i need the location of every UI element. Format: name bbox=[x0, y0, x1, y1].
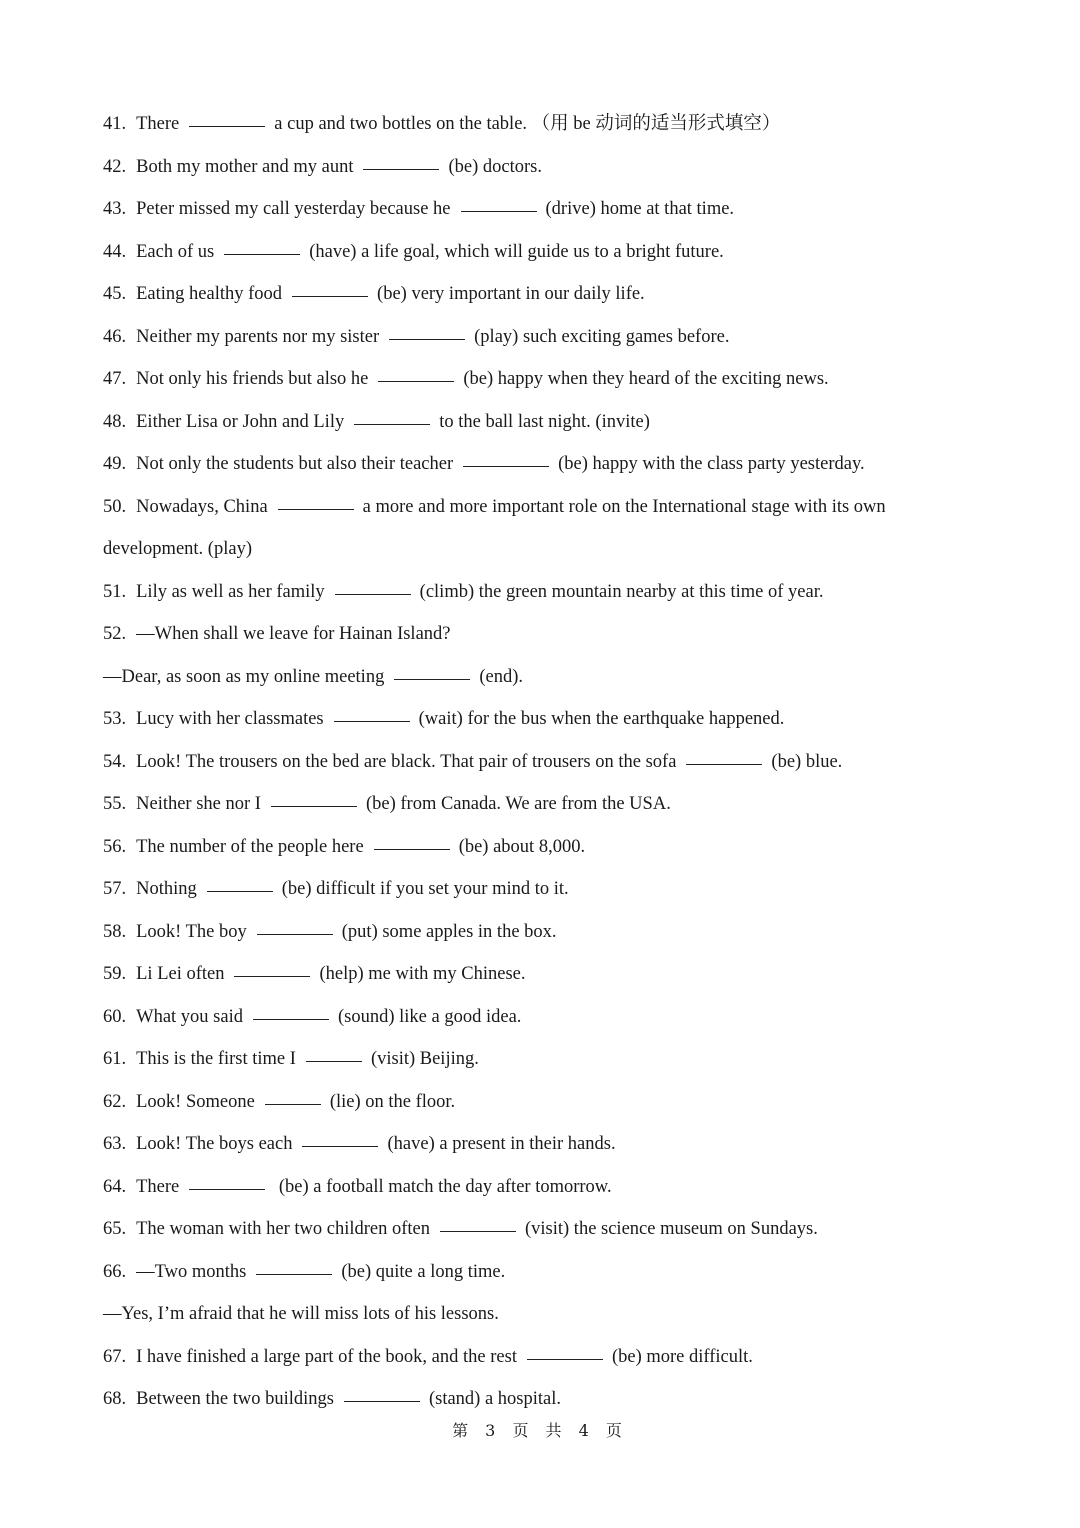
question-number: 50. bbox=[103, 496, 127, 517]
exercise-line bbox=[103, 826, 923, 869]
exercise-line bbox=[103, 868, 923, 911]
question-number: 66. bbox=[103, 1261, 127, 1282]
question-text-after: (visit) Beijing. bbox=[370, 1049, 479, 1069]
answer-blank[interactable] bbox=[189, 110, 265, 127]
question-text: Neither my parents nor my sister bbox=[136, 326, 380, 347]
answer-blank[interactable] bbox=[527, 1343, 603, 1360]
question-text: Look! The boys each bbox=[136, 1134, 293, 1154]
answer-blank[interactable] bbox=[686, 748, 762, 765]
answer-blank[interactable] bbox=[234, 960, 310, 977]
question-number: 68. bbox=[103, 1389, 127, 1409]
question-text: What you said bbox=[136, 1006, 243, 1027]
question-number: 55. bbox=[103, 794, 127, 814]
exercise-list bbox=[103, 103, 923, 1421]
exercise-line bbox=[103, 1336, 923, 1379]
exercise-line bbox=[103, 146, 923, 189]
exercise-line bbox=[103, 443, 923, 486]
question-number: 43. bbox=[103, 199, 127, 219]
question-text: I have finished a large part of the book, and the rest bbox=[136, 1346, 517, 1367]
question-number: 51. bbox=[103, 581, 127, 602]
question-text: Between the two buildings bbox=[136, 1389, 334, 1409]
question-text: development. (play) bbox=[103, 539, 252, 559]
question-text: Nothing bbox=[136, 879, 197, 899]
question-text-after: (be) very important in our daily life. bbox=[377, 284, 645, 304]
question-number: 67. bbox=[103, 1346, 127, 1367]
exercise-line bbox=[103, 953, 923, 996]
exercise-line bbox=[103, 1123, 923, 1166]
question-text-after: (be) difficult if you set your mind to it. bbox=[281, 879, 569, 899]
question-number: 58. bbox=[103, 921, 127, 942]
answer-blank[interactable] bbox=[302, 1130, 378, 1147]
question-number: 42. bbox=[103, 156, 127, 177]
question-text: This is the first time I bbox=[136, 1049, 296, 1069]
answer-blank[interactable] bbox=[378, 365, 454, 382]
answer-blank[interactable] bbox=[265, 1088, 321, 1105]
question-number: 61. bbox=[103, 1049, 127, 1069]
question-text-after: (be) quite a long time. bbox=[341, 1261, 506, 1282]
answer-blank[interactable] bbox=[306, 1045, 362, 1062]
question-text-after: (have) a life goal, which will guide us to a bright future. bbox=[309, 241, 724, 262]
question-text: Look! The boy bbox=[136, 921, 247, 942]
exercise-line bbox=[103, 1378, 923, 1421]
answer-blank[interactable] bbox=[463, 450, 549, 467]
answer-blank[interactable] bbox=[354, 408, 430, 425]
answer-blank[interactable] bbox=[189, 1173, 265, 1190]
question-text-after: (lie) on the floor. bbox=[329, 1091, 456, 1112]
exercise-line bbox=[103, 1166, 923, 1209]
answer-blank[interactable] bbox=[440, 1215, 516, 1232]
question-number: 56. bbox=[103, 836, 127, 857]
question-number: 64. bbox=[103, 1176, 127, 1197]
question-text-after: (drive) home at that time. bbox=[545, 199, 735, 219]
question-number: 63. bbox=[103, 1134, 127, 1154]
question-text: The number of the people here bbox=[136, 836, 364, 857]
question-text: Either Lisa or John and Lily bbox=[136, 411, 345, 432]
question-text: —Two months bbox=[136, 1261, 247, 1282]
question-text-after: (help) me with my Chinese. bbox=[319, 964, 526, 984]
question-number: 41. bbox=[103, 114, 127, 134]
question-text: The woman with her two children often bbox=[136, 1219, 430, 1239]
question-text-after: (have) a present in their hands. bbox=[387, 1134, 616, 1154]
question-text-after: (visit) the science museum on Sundays. bbox=[524, 1219, 818, 1239]
question-text: —Yes, I’m afraid that he will miss lots of his lessons. bbox=[103, 1304, 499, 1324]
answer-blank[interactable] bbox=[344, 1385, 420, 1402]
question-number: 46. bbox=[103, 326, 127, 347]
question-text-after: (be) doctors. bbox=[448, 156, 542, 177]
exercise-line bbox=[103, 571, 923, 614]
exercise-line bbox=[103, 613, 923, 656]
exercise-line bbox=[103, 188, 923, 231]
question-text-after: (put) some apples in the box. bbox=[341, 921, 557, 942]
question-text: Lucy with her classmates bbox=[136, 709, 324, 729]
exercise-line bbox=[103, 316, 923, 359]
answer-blank[interactable] bbox=[335, 578, 411, 595]
exercise-line bbox=[103, 103, 923, 146]
exercise-line bbox=[103, 486, 923, 529]
question-text: Eating healthy food bbox=[136, 284, 283, 304]
question-number: 44. bbox=[103, 241, 127, 262]
answer-blank[interactable] bbox=[257, 918, 333, 935]
page-footer: 第 3 页 共 4 页 bbox=[452, 1421, 628, 1440]
exercise-line bbox=[103, 656, 923, 699]
question-text-after: to the ball last night. (invite) bbox=[439, 411, 650, 432]
question-text-after: (wait) for the bus when the earthquake happened. bbox=[418, 709, 785, 729]
question-number: 49. bbox=[103, 454, 127, 474]
exercise-line bbox=[103, 231, 923, 274]
exercise-line bbox=[103, 528, 923, 571]
question-number: 52. bbox=[103, 624, 127, 644]
exercise-line bbox=[103, 358, 923, 401]
answer-blank[interactable] bbox=[271, 790, 357, 807]
answer-blank[interactable] bbox=[253, 1003, 329, 1020]
question-number: 65. bbox=[103, 1219, 127, 1239]
answer-blank[interactable] bbox=[256, 1258, 332, 1275]
answer-blank[interactable] bbox=[224, 238, 300, 255]
exercise-line bbox=[103, 996, 923, 1039]
question-text-after: (end). bbox=[479, 666, 523, 687]
answer-blank[interactable] bbox=[292, 280, 368, 297]
question-text: —Dear, as soon as my online meeting bbox=[103, 666, 385, 687]
exercise-line bbox=[103, 273, 923, 316]
answer-blank[interactable] bbox=[461, 195, 537, 212]
question-text-after: (climb) the green mountain nearby at this time of year. bbox=[419, 581, 824, 602]
question-text: Peter missed my call yesterday because he bbox=[136, 199, 451, 219]
exercise-line bbox=[103, 1081, 923, 1124]
question-text-after: (be) about 8,000. bbox=[458, 836, 586, 857]
question-text-after: a cup and two bottles on the table. （用 be 动词的适当形式填空） bbox=[274, 114, 781, 134]
question-number: 60. bbox=[103, 1006, 127, 1027]
answer-blank[interactable] bbox=[363, 153, 439, 170]
answer-blank[interactable] bbox=[374, 833, 450, 850]
question-text-after: (stand) a hospital. bbox=[428, 1389, 561, 1409]
answer-blank[interactable] bbox=[278, 493, 354, 510]
question-text: There bbox=[136, 114, 180, 134]
answer-blank[interactable] bbox=[394, 663, 470, 680]
question-text: Not only his friends but also he bbox=[136, 369, 369, 389]
answer-blank[interactable] bbox=[334, 705, 410, 722]
question-number: 48. bbox=[103, 411, 127, 432]
answer-blank[interactable] bbox=[389, 323, 465, 340]
exercise-line bbox=[103, 1208, 923, 1251]
question-text-after: (be) a football match the day after tomorrow. bbox=[274, 1176, 612, 1197]
question-text: Both my mother and my aunt bbox=[136, 156, 354, 177]
question-text: There bbox=[136, 1176, 180, 1197]
question-text: Nowadays, China bbox=[136, 496, 268, 517]
question-number: 57. bbox=[103, 879, 127, 899]
exercise-line bbox=[103, 1251, 923, 1294]
question-text: Lily as well as her family bbox=[136, 581, 325, 602]
question-text-after: a more and more important role on the International stage with its own bbox=[362, 496, 886, 517]
exercise-line bbox=[103, 698, 923, 741]
question-text: —When shall we leave for Hainan Island? bbox=[136, 624, 451, 644]
question-number: 54. bbox=[103, 751, 127, 772]
question-number: 47. bbox=[103, 369, 127, 389]
question-text: Neither she nor I bbox=[136, 794, 261, 814]
exercise-line bbox=[103, 741, 923, 784]
question-number: 45. bbox=[103, 284, 127, 304]
question-text: Not only the students but also their teacher bbox=[136, 454, 454, 474]
question-text: Each of us bbox=[136, 241, 215, 262]
exercise-line bbox=[103, 1293, 923, 1336]
exercise-line bbox=[103, 911, 923, 954]
question-number: 53. bbox=[103, 709, 127, 729]
question-text-after: (play) such exciting games before. bbox=[474, 326, 730, 347]
question-text-after: (be) from Canada. We are from the USA. bbox=[365, 794, 671, 814]
question-number: 59. bbox=[103, 964, 127, 984]
answer-blank[interactable] bbox=[207, 875, 273, 892]
question-text: Li Lei often bbox=[136, 964, 225, 984]
question-number: 62. bbox=[103, 1091, 127, 1112]
question-text: Look! The trousers on the bed are black. That pair of trousers on the sofa bbox=[136, 751, 677, 772]
question-text-after: (be) happy when they heard of the exciting news. bbox=[463, 369, 829, 389]
exercise-line bbox=[103, 783, 923, 826]
question-text-after: (be) blue. bbox=[771, 751, 843, 772]
question-text-after: (be) happy with the class party yesterday. bbox=[558, 454, 865, 474]
question-text-after: (sound) like a good idea. bbox=[338, 1006, 522, 1027]
exercise-line bbox=[103, 1038, 923, 1081]
question-text: Look! Someone bbox=[136, 1091, 255, 1112]
question-text-after: (be) more difficult. bbox=[611, 1346, 753, 1367]
exercise-line bbox=[103, 401, 923, 444]
